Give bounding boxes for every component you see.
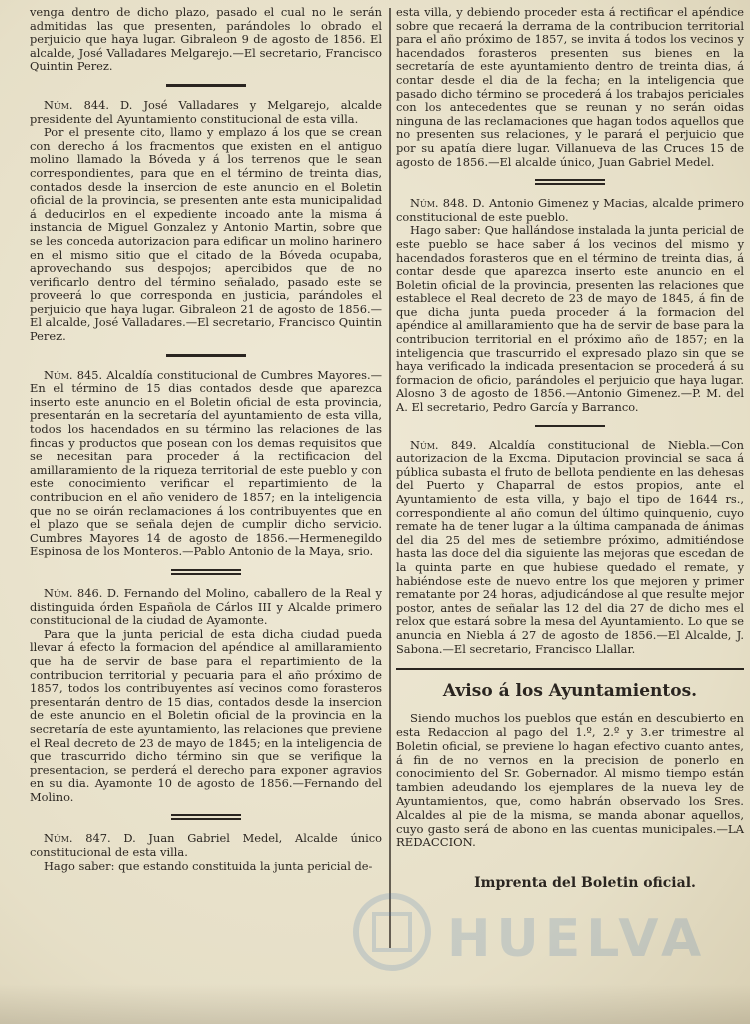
article-848-number: Núm. 848. <box>410 196 469 211</box>
article-844-heading <box>30 99 382 126</box>
article-849 <box>396 439 744 657</box>
page-edge-shadow <box>0 984 750 1024</box>
article-846 <box>30 587 382 805</box>
article-846-body: Para que la junta pericial de esta dicha ciudad pueda llevar á efecto la formacion del apéndice al amillaramiento que ha de servir de base para el repartimiento de la contribucion territorial y pecuaria para el año próximo de 1857, todos los contribuyentes así vecinos como forasteros presentarán dentro de 15 dias, contados desde la insercion de este anuncio en el Boletin oficial de la provincia en la secretaría de este ayuntamiento, las relaciones que previene el Real decreto de 23 de mayo de 1845; en la inteligencia de que trascurrido dicho término sin que se verifique la presentacion, se perderá el derecho para exponer agravios en su dia. Ayamonte 10 de agosto de 1856.—Fernando del Molino. <box>30 626 382 804</box>
separator <box>166 84 246 87</box>
notice-title: Aviso á los Ayuntamientos. <box>442 681 698 702</box>
article-849-heading <box>396 439 744 657</box>
notice-body: Siendo muchos los pueblos que están en descubierto en esta Redaccion al pago del 1.º, 2.º y 3.er trimestre al Boletin oficial, se previene lo hagan efectivo cuanto antes, á fin de no vernos en la precision de ponerlo en conocimiento del Sr. Gobernador. Al mismo tiempo están tambien adeudando los ejemplares de la nueva ley de Ayuntamientos, que, como habrán observado los Sres. Alcaldes al pie de la misma, se manda abonar aquellos, cuyo gasto será de abono en las cuentas municipales.—LA REDACCION. <box>396 711 744 850</box>
article-847-heading <box>30 832 382 859</box>
article-844 <box>30 99 382 344</box>
separator-double <box>171 569 241 575</box>
article-845-number: Núm. 845. <box>44 367 103 382</box>
article-847-continuation: esta villa, y debiendo proceder esta á rectificar el apéndice sobre que recaerá la derrama de la contribucion territorial para el año próximo de 1857, se invita á todos los vecinos y hacendados forasteros presenten sus bienes en la secretaría de este ayuntamiento dentro de treinta dias, á contar desde el dia de la fecha; en la inteligencia que pasado dicho término se procederá á los trabajos periciales con los antecedentes que se reunan y no serán oidas ninguna de las reclamaciones que hagan todos aquellos que no presenten sus relaciones, y le parará el perjuicio que por su apatía diere lugar. Villanueva de las Cruces 15 de agosto de 1856.—El alcalde único, Juan Gabriel Medel. <box>396 5 744 169</box>
article-845-heading <box>30 369 382 559</box>
watermark-seal-icon <box>356 896 428 968</box>
article-847-body: Hago saber: que estando constituida la junta pericial de- <box>44 858 373 873</box>
article-847 <box>30 832 382 873</box>
printer-imprint: Imprenta del Boletin oficial. <box>474 875 696 892</box>
intro-text: venga dentro de dicho plazo, pasado el cual no le serán admitidas las que presenten, parándoles lo obrado el perjuicio que haya lugar. Gibraleon 9 de agosto de 1856. El alcalde, José Valladares Melgarejo.—El secretario, Francisco Quintin Perez. <box>30 5 382 74</box>
separator-double <box>535 179 605 185</box>
article-847-head: D. Juan Gabriel Medel, Alcalde único constitucional de esta villa. <box>30 831 382 860</box>
article-847-number: Núm. 847. <box>44 831 111 846</box>
article-848-body: Hago saber: Que hallándose instalada la junta pericial de este pueblo se hace saber á los vecinos del mismo y hacendados forasteros que en el término de treinta dias, á contar desde que aparezca inserto este anuncio en el Boletin oficial de la provincia, presenten las relaciones que establece el Real decreto de 23 de mayo de 1845, á fin de que dicha junta pueda proceder á la formacion del apéndice al amillaramiento que ha de servir de base para la contribucion territorial en el próximo año de 1857; en la inteligencia que trascurrido el expresado plazo sin que se haya verificado la indicada presentacion se procederá á su formacion de oficio, parándoles el perjuicio que haya lugar. Alosno 3 de agosto de 1856.—Antonio Gimenez.—P. M. del A. El secretario, Pedro García y Barranco. <box>396 223 744 415</box>
watermark-shield-icon <box>374 914 410 950</box>
article-849-number: Núm. 849. <box>410 437 477 452</box>
article-844-head: D. José Valladares y Melgarejo, alcalde presidente del Ayuntamiento constitucional de esta villa. <box>30 97 382 126</box>
article-846-number: Núm. 846. <box>44 585 103 600</box>
intro-article <box>30 6 382 74</box>
article-846-heading <box>30 587 382 628</box>
right-column <box>396 6 744 892</box>
article-845 <box>30 369 382 559</box>
separator <box>166 354 246 357</box>
article-845-body: Alcaldía constitucional de Cumbres Mayores.—En el término de 15 dias contados desde que aparezca inserto este anuncio en el Boletin oficial de esta provincia, presentarán en la secretaría del ayuntamiento de esta villa, todos los hacendados en su término las relaciones de las fincas y productos que posean con los demas requisitos que se necesitan para proceder á la rectificacion del amillaramiento de la riqueza territorial de este pueblo y con este conocimiento verificar el repartimiento de la contribucion en el año venidero de 1857; en la inteligencia que no se oirán reclamaciones á los contribuyentes que en el plazo que se señala dejen de cumplir dicho servicio. Cumbres Mayores 14 de agosto de 1856.—Hermenegildo Espinosa de los Monteros.—Pablo Antonio de la Maya, srio. <box>30 367 382 559</box>
section-rule <box>396 668 744 670</box>
article-846-head: D. Fernando del Molino, caballero de la Real y distinguida órden Española de Cárlos III y Alcalde primero constitucional de la ciudad de Ayamonte. <box>30 585 382 628</box>
article-844-number: Núm. 844. <box>44 97 109 112</box>
article-848-heading <box>396 197 744 224</box>
left-column <box>30 6 382 877</box>
article-848 <box>396 197 744 415</box>
separator-double <box>171 814 241 820</box>
article-849-body: Alcaldía constitucional de Niebla.—Con autorizacion de la Excma. Diputacion provincial se saca á pública subasta el fruto de bellota pendiente en las dehesas del Puerto y Chaparral de estos propios, ante el Ayuntamiento de esta villa, y bajo el tipo de 1644 rs., correspondiente al año comun del último quinquenio, cuyo remate ha de tener lugar a la última campanada de ánimas del dia 25 del mes de setiembre próximo, admitiéndose hasta las doce del dia siguiente las mejoras que escedan de la quinta parte en que hubiese quedado el remate, y habiéndose este de nuevo entre los que mejoren y primer rematante por 24 horas, adjudicándose al que resulte mejor postor, antes de señalar las 12 del dia 27 de dicho mes el relox que estará sobre la mesa del Ayuntamiento. Lo que se anuncia en Niebla á 27 de agosto de 1856.—El Alcalde, J. Sabona.—El secretario, Francisco Llallar. <box>396 437 744 656</box>
watermark-text: HUELVA <box>447 909 708 969</box>
article-847-continued <box>396 6 744 169</box>
article-848-head: D. Antonio Gimenez y Macias, alcalde primero constitucional de este pueblo. <box>396 196 744 224</box>
article-844-body: Por el presente cito, llamo y emplazo á los que se crean con derecho á los fracmentos que existen en el antiguo molino llamado la Bóveda y á los terrenos que le sean correspondientes, para que en el término de treinta dias, contados desde la insercion de este anuncio en el Boletin oficial de la provincia, se presenten ante esta municipalidad á deducirlos en el expediente incoado ante la misma á instancia de Miguel Gonzalez y Antonio Martin, sobre que se les conceda autorizacion para edificar un molino harinero en el mismo sitio que el citado de la Bóveda ocupaba, aprovechando sus despojos; apercibidos que de no verificarlo dentro del término señalado, pasado este se proveerá lo que corresponda en justicia, parándoles el perjuicio que haya lugar. Gibraleon 21 de agosto de 1856.—El alcalde, José Valladares.—El secretario, Francisco Quintin Perez. <box>30 125 382 344</box>
column-divider <box>389 8 391 948</box>
separator <box>535 425 605 427</box>
